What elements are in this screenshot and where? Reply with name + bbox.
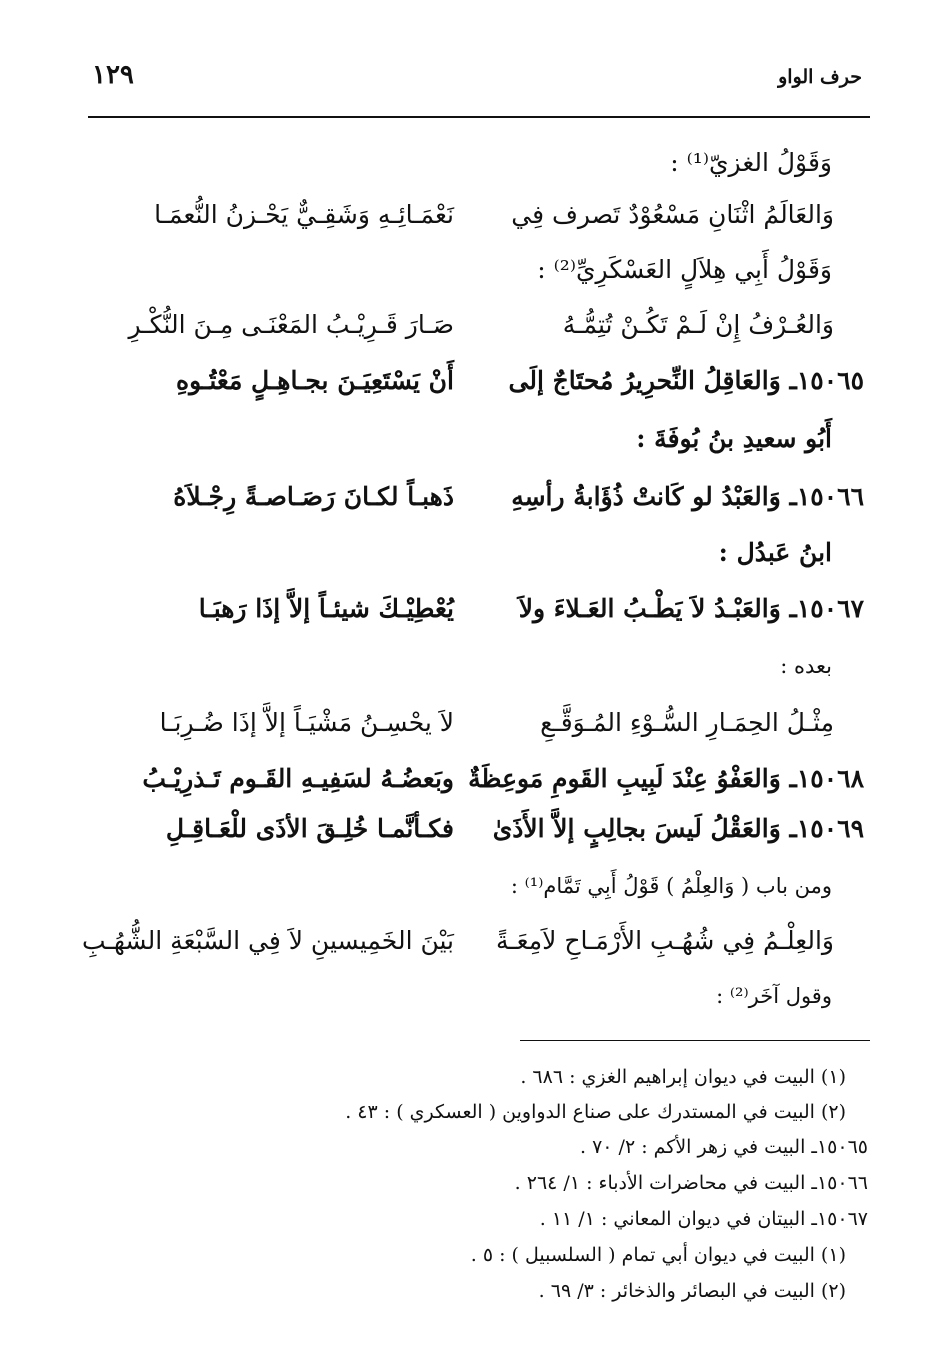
footnote: (٢) البيت في المستدرك على صناع الدواوين ( العسكري ) : ٤٣ .	[345, 1101, 846, 1123]
footnote: ١٥٠٦٥ـ البيت في زهر الأكم : ٢/ ٧٠ .	[579, 1136, 868, 1158]
verse-first-hemistich: وَالعَقْلُ لَيسَ بجالِبٍ إلاَّ الأَذَىٰ	[492, 814, 781, 843]
verse-second-hemistich: أَنْ يَسْتَعِيَـنَ بجـاهِـلٍ مَعْتُـوهِ	[176, 366, 454, 395]
verse-first-hemistich: مِثْـلُ الحِمَـارِ السُّـوْءِ المُـوَقَّـعِ	[540, 708, 834, 737]
verse-first-hemistich: وَالعَاقِلُ النِّحرِيرُ مُحتَاجٌ إلَى	[508, 366, 781, 395]
page-number: ١٢٩	[92, 60, 134, 90]
verse-number: ١٥٠٦٦ـ	[789, 482, 864, 511]
intro-line: وَقَوْلُ أَبِي هِلاَلٍ العَسْكَرِيِّ⁽²⁾ :	[537, 255, 832, 284]
verse-second-hemistich: نَعْمَـائِـهِ وَشَقِـيٌّ يَحْـزنُ النُّعمَـا	[154, 200, 454, 229]
poet-name: ابنُ عَبدُل :	[718, 538, 832, 567]
verse-number: ١٥٠٦٧ـ	[789, 594, 864, 623]
intro-line: وقول آخَر⁽²⁾ :	[716, 984, 832, 1008]
verse-second-hemistich: فكـأنَّمـا خُلِـقَ الأذَى للْعَـاقِـلِ	[165, 814, 454, 843]
verse-number: ١٥٠٦٩ـ	[789, 814, 864, 843]
verse-first-hemistich: وَالعَبْـدُ لاَ يَطْـبُ العَـلاءَ ولاَ	[518, 594, 781, 623]
verse-first-hemistich: وَالعَالَمُ اثْنَانِ مَسْعُوْدٌ تَصرف فِي	[511, 200, 834, 229]
footnote: (٢) البيت في البصائر والذخائر : ٣/ ٦٩ .	[538, 1280, 846, 1302]
footnote-rule	[520, 1040, 870, 1041]
verse-second-hemistich: لاَ يحْسِـنُ مَشْيَـاً إلاَّ إذَا ضُـرِبَـا	[159, 708, 454, 737]
footnote: ١٥٠٦٦ـ البيت في محاضرات الأدباء : ١/ ٢٦٤ .	[514, 1172, 868, 1194]
footnote: (١) البيت في ديوان أبي تمام ( السلسبيل ) : ٥ .	[470, 1244, 846, 1266]
numbered-verse-first	[508, 368, 864, 393]
verse-second-hemistich: يُعْطِيْـكَ شيئـاً إلاَّ إذَا رَهبَـا	[198, 594, 454, 623]
poet-name: أَبُو سعيدِ بنُ بُوفَةَ :	[636, 424, 832, 453]
verse-first-hemistich: وَالعُـرْفُ إِنْ لَـمْ تَكُـنْ تُتِمُّـهُ	[562, 310, 834, 339]
footnote: ١٥٠٦٧ـ البيتان في ديوان المعاني : ١/ ١١ .	[539, 1208, 868, 1230]
verse-second-hemistich: بَيْنَ الخَمِيسينِ لاَ فِي السَّبْعَةِ الشُّهُـبِ	[81, 926, 454, 955]
verse-first-hemistich: وَالعَبْدُ لو كَانتْ ذُؤَابةُ رأسِهِ	[511, 482, 781, 511]
numbered-verse-first	[511, 484, 864, 509]
verse-second-hemistich: ذَهبـاً لكـانَ رَصَـاصـةً رِجْـلاَهُ	[173, 482, 454, 511]
intro-line: وَقَوْلُ الغزيّ⁽¹⁾ :	[670, 148, 832, 177]
verse-number: ١٥٠٦٨ـ	[789, 764, 864, 793]
verse-second-hemistich: صَـارَ قَـرِيْـبُ المَعْنَـى مِـنَ النُّكْـرِ	[128, 310, 454, 339]
numbered-verse-first	[468, 766, 864, 791]
verse-number: ١٥٠٦٥ـ	[789, 366, 864, 395]
verse-first-hemistich: وَالعِلْـمُ فِي شُهُـبِ الأَرْمَـاحِ لاَمِعَـةً	[495, 926, 834, 955]
header-rule	[88, 116, 870, 118]
numbered-verse-first	[519, 596, 864, 621]
numbered-verse-first	[493, 816, 864, 841]
verse-second-hemistich: وبَعضُـهُ لسَفِيـهِ القَـوم تَـذرِيْـبُ	[142, 764, 454, 793]
chapter-title: حرف الواو	[778, 66, 862, 88]
verse-first-hemistich: وَالعَفْوُ عِنْدَ لَبِيبِ القَومِ مَوعِظَةٌ	[468, 764, 781, 793]
intro-line: بعده :	[780, 654, 832, 678]
intro-line: ومن باب ( وَالعِلْمُ ) قَوْلُ أَبِي تَمَّام⁽¹⁾ :	[510, 874, 832, 898]
footnote: (١) البيت في ديوان إبراهيم الغزي : ٦٨٦ .	[520, 1066, 846, 1088]
